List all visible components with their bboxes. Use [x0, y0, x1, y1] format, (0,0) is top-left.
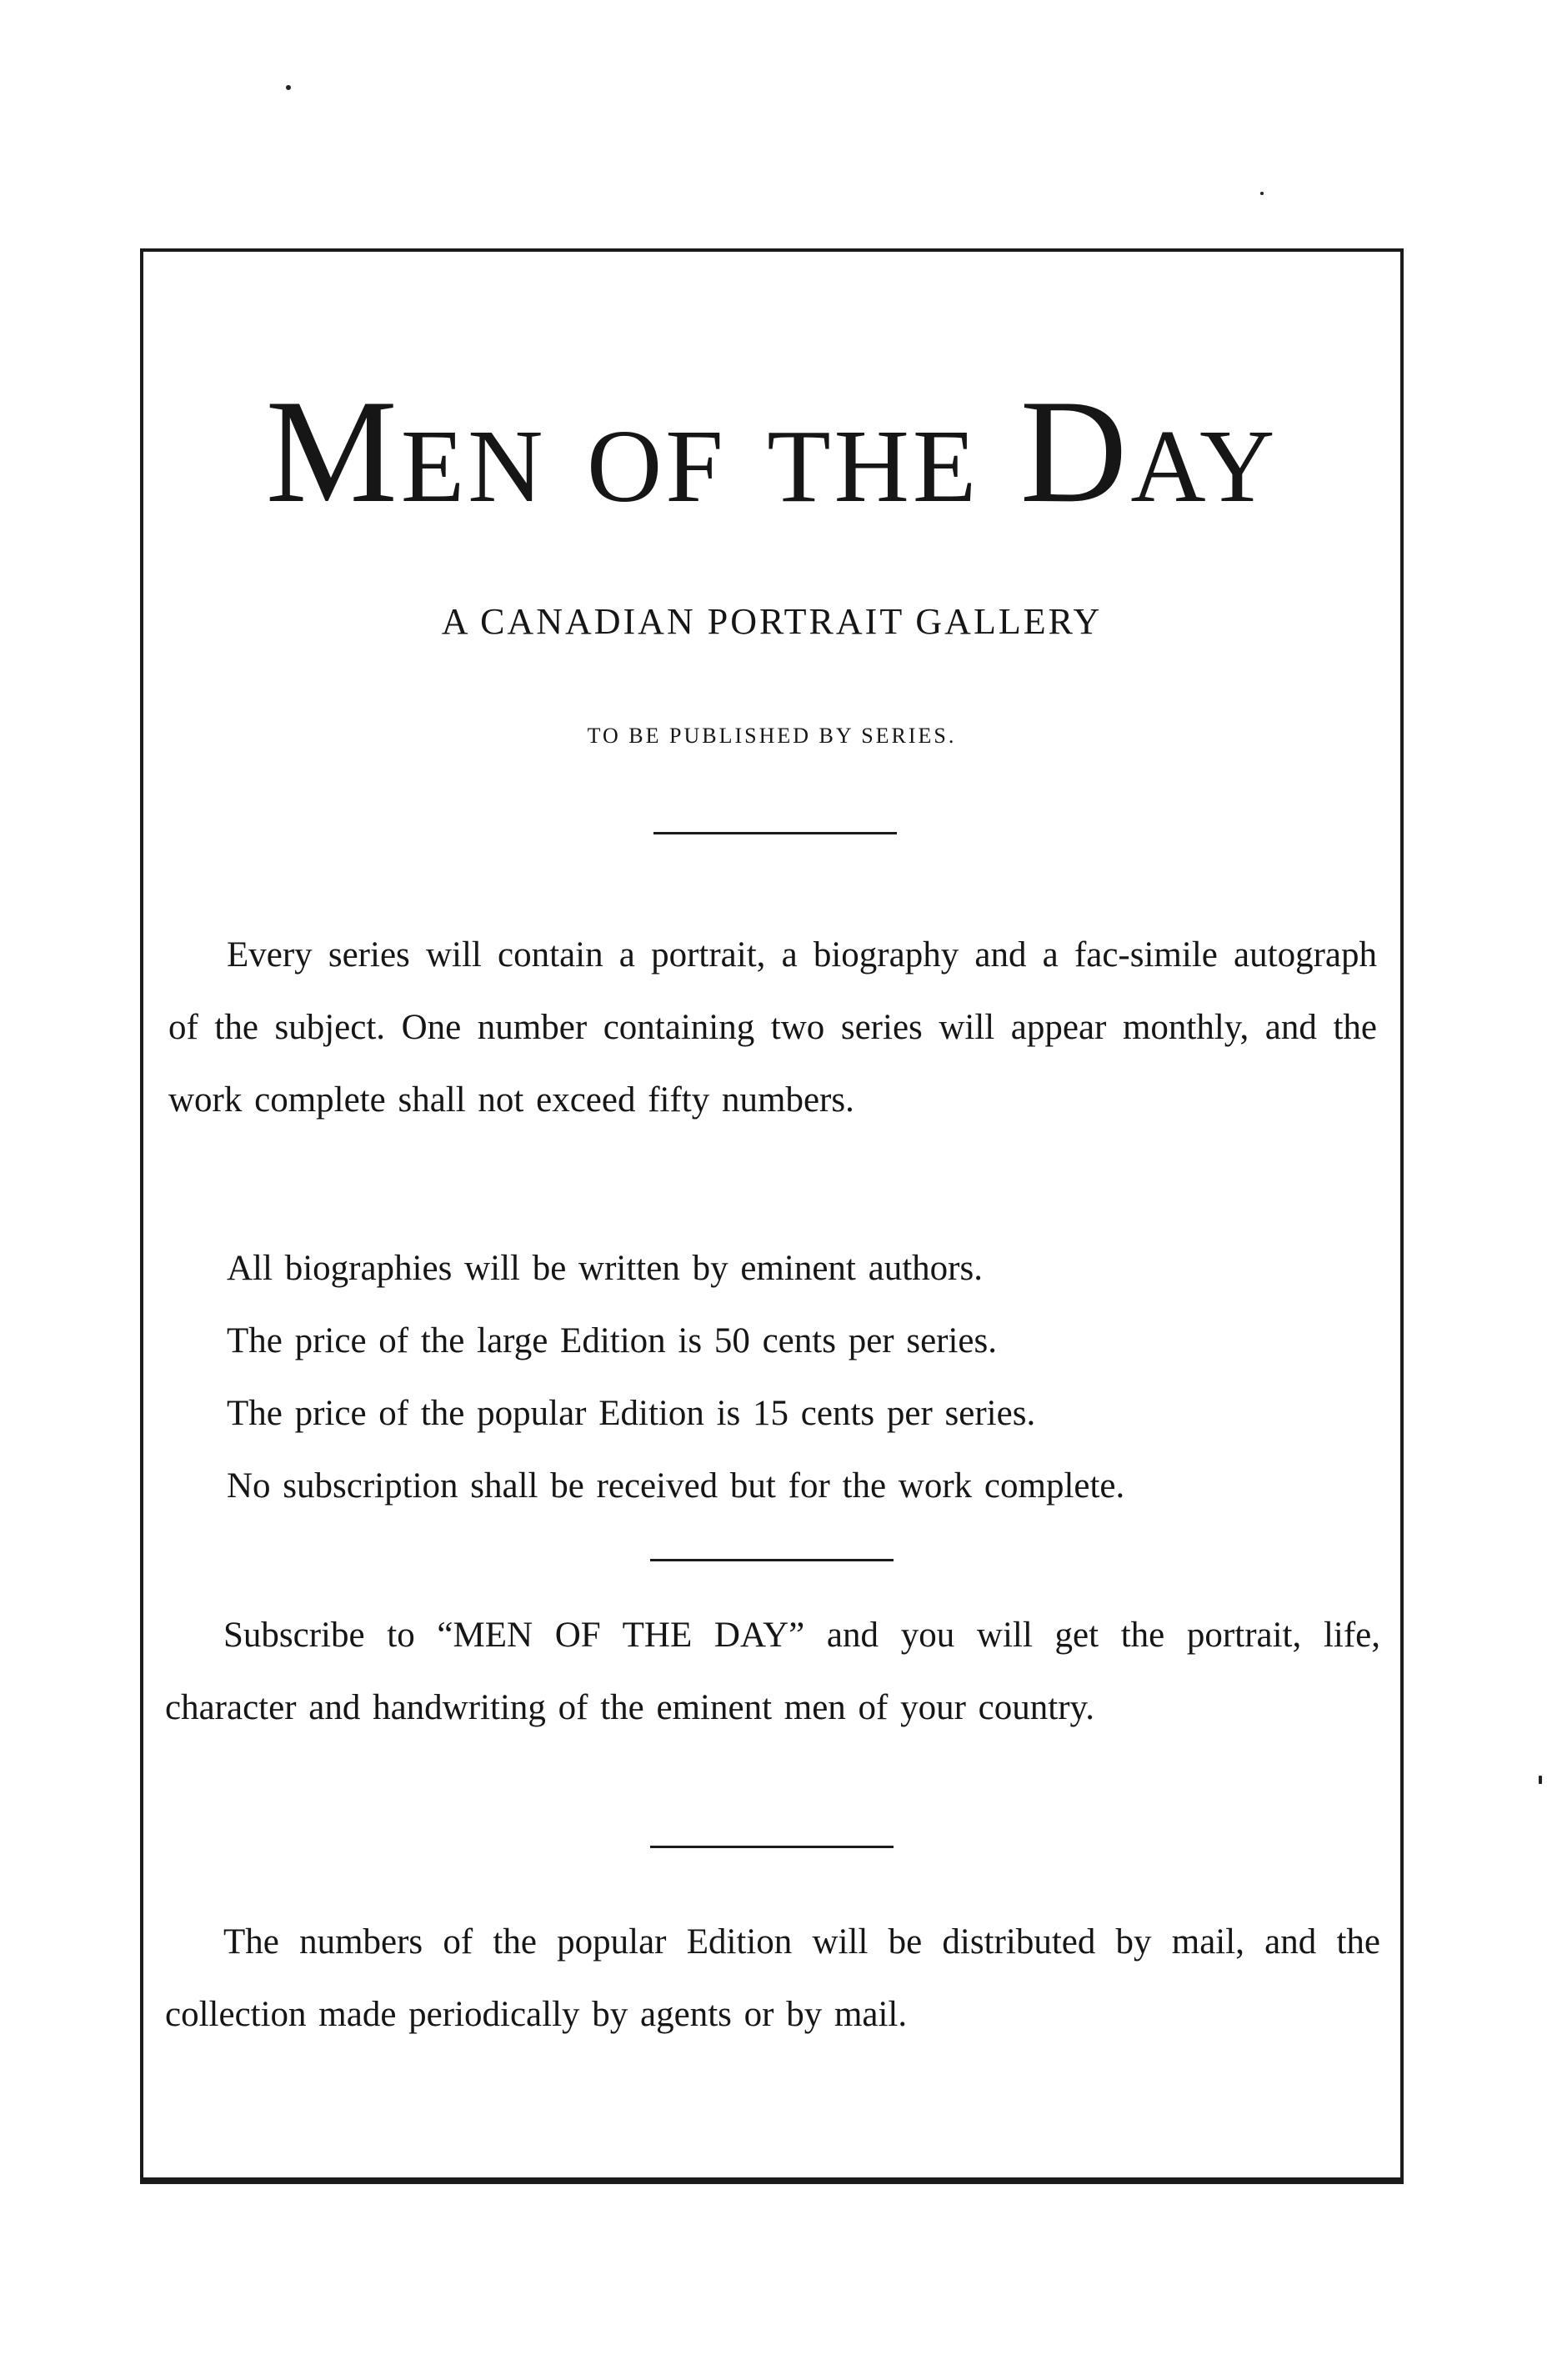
- subscribe-section: [165, 1599, 1380, 1744]
- page-title: Men of the Day: [265, 368, 1279, 534]
- intro-paragraph: Every series will contain a portrait, a biography and a fac-simile autograph of the subject. One number containing two series will appear monthly, and the work complete shall not exceed fifty numbers.: [168, 935, 1377, 1120]
- subscribe-paragraph: Subscribe to “MEN OF THE DAY” and you will get the portrait, life, character and handwriting of the eminent men of your country.: [165, 1616, 1380, 1727]
- divider-rule: [650, 1846, 894, 1848]
- series-note: TO BE PUBLISHED BY SERIES.: [587, 724, 957, 748]
- subtitle: A CANADIAN PORTRAIT GALLERY: [441, 601, 1103, 642]
- divider-rule: [650, 1559, 894, 1561]
- print-speck: [1260, 192, 1264, 195]
- print-speck: [286, 85, 291, 90]
- distribution-section: [165, 1906, 1380, 2051]
- lower-frame-content: [140, 248, 1404, 2181]
- distribution-paragraph: The numbers of the popular Edition will be distributed by mail, and the collection made periodically by agents or by mail.: [165, 1922, 1380, 2034]
- print-speck: [1539, 1776, 1542, 1784]
- notice-item: No subscription shall be received but for the work complete.: [227, 1466, 1125, 1506]
- notice-item: All biographies will be written by eminent authors.: [227, 1249, 983, 1288]
- notice-item: The price of the popular Edition is 15 cents per series.: [227, 1394, 1036, 1433]
- notice-item: The price of the large Edition is 50 cents per series.: [227, 1321, 997, 1360]
